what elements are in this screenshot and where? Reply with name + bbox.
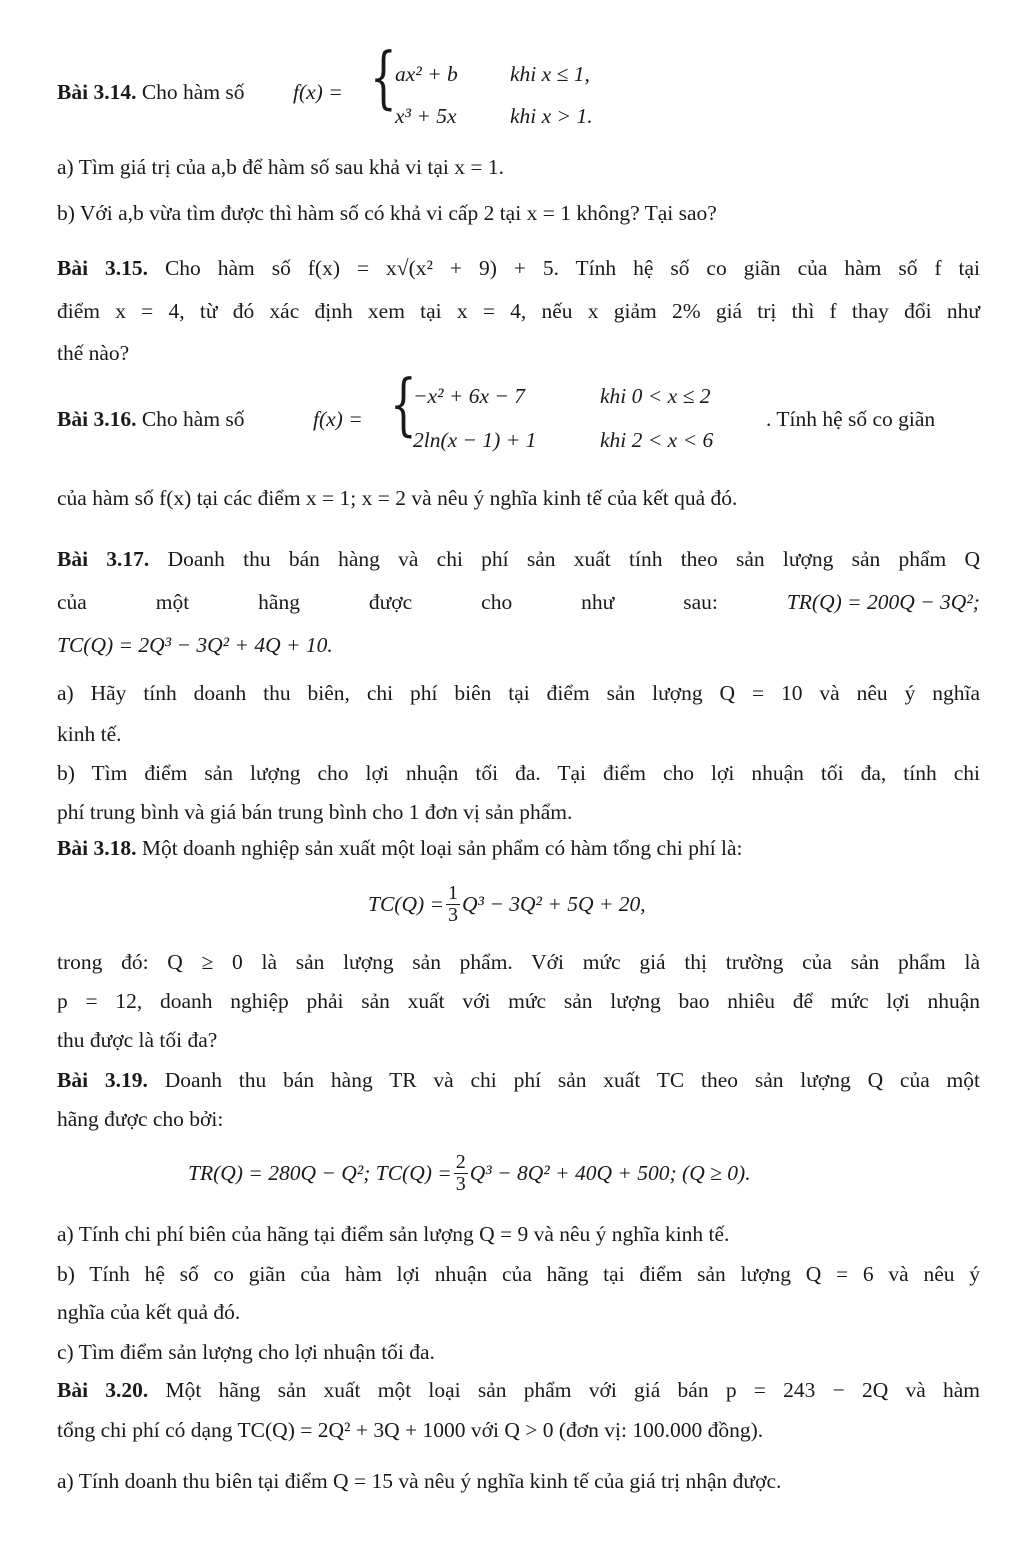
b317-w2: hãng [258, 590, 300, 614]
b319-b1: b) Tính hệ số co giãn của hàm lợi nhuận của hãng tại điểm sản lượng Q = 6 và nêu ý [57, 1262, 980, 1286]
b318-label: Bài 3.18. [57, 836, 137, 860]
b314-case2-cond: khi x > 1. [510, 104, 593, 128]
b319-frac-den: 3 [455, 1172, 466, 1195]
b319-formula [188, 1142, 751, 1204]
b314-label: Bài 3.14. [57, 80, 137, 104]
b318-frac-num: 1 [448, 881, 459, 904]
b317-a2: kinh tế. [57, 722, 122, 746]
b317-w1: một [155, 590, 190, 614]
b318-formula [368, 874, 646, 934]
b318-formula-rest: Q³ − 3Q² + 5Q + 20, [462, 891, 646, 916]
b319-part-a: a) Tính chi phí biên của hãng tại điểm sản lượng Q = 9 và nêu ý nghĩa kinh tế. [57, 1222, 730, 1246]
b314-lhs: f(x) = [293, 80, 343, 104]
b316-intro-text: Cho hàm số [141, 407, 245, 431]
b318-fraction [446, 883, 460, 926]
b320-part-a: a) Tính doanh thu biên tại điểm Q = 15 và nêu ý nghĩa kinh tế của giá trị nhận được. [57, 1469, 782, 1493]
b320-label: Bài 3.20. [57, 1378, 149, 1402]
b317-tr-formula: TR(Q) = 200Q − 3Q²; [786, 590, 980, 614]
b317-line2 [57, 590, 980, 616]
b314-brace: { [370, 38, 397, 117]
b315-line1-text: Cho hàm số f(x) = x√(x² + 9) + 5. Tính hệ số co giãn của hàm số f tại [164, 256, 980, 280]
b317-w3: được [368, 590, 413, 614]
b314-part-a: a) Tìm giá trị của a,b để hàm số sau khả vi tại x = 1. [57, 155, 504, 179]
b316-case1-expr: −x² + 6x − 7 [413, 384, 526, 408]
b317-w6: sau: [683, 590, 718, 614]
b314-case1-cond: khi x ≤ 1, [510, 62, 590, 86]
b320-line2: tổng chi phí có dạng TC(Q) = 2Q² + 3Q + 1000 với Q > 0 (đơn vị: 100.000 đồng). [57, 1418, 764, 1442]
b317-line1-text: Doanh thu bán hàng và chi phí sản xuất tính theo sản lượng sản phẩm Q [167, 547, 980, 571]
b319-frac-num: 2 [455, 1150, 466, 1173]
b315-label: Bài 3.15. [57, 256, 149, 280]
b316-case2-expr: 2ln(x − 1) + 1 [413, 428, 537, 452]
b317-w4: cho [481, 590, 513, 614]
b317-b1: b) Tìm điểm sản lượng cho lợi nhuận tối đa. Tại điểm cho lợi nhuận tối đa, tính chi [57, 761, 980, 785]
b318-line5: thu được là tối đa? [57, 1028, 218, 1052]
b319-b2: nghĩa của kết quả đó. [57, 1300, 241, 1324]
b318-line1-text: Một doanh nghiệp sản xuất một loại sản phẩm có hàm tổng chi phí là: [141, 836, 743, 860]
b318-frac-den: 3 [448, 903, 459, 926]
b318-line1 [57, 836, 743, 862]
b316-lhs: f(x) = [313, 407, 363, 431]
b314-intro-text: Cho hàm số [141, 80, 245, 104]
b317-w5: như [581, 590, 615, 614]
b316-case1-cond: khi 0 < x ≤ 2 [600, 384, 711, 408]
b314-case2-expr: x³ + 5x [395, 104, 457, 128]
b317-line1 [57, 547, 980, 573]
b319-line1 [57, 1068, 980, 1094]
b316-intro [57, 407, 245, 433]
b315-line2: điểm x = 4, từ đó xác định xem tại x = 4, nếu x giảm 2% giá trị thì f thay đổi như [57, 299, 980, 323]
b318-line4: p = 12, doanh nghiệp phải sản xuất với mức sản lượng bao nhiêu để mức lợi nhuận [57, 989, 980, 1013]
b315-line3: thế nào? [57, 341, 130, 365]
b317-label: Bài 3.17. [57, 547, 150, 571]
b319-fraction [454, 1152, 468, 1195]
b319-label: Bài 3.19. [57, 1068, 148, 1092]
b317-tc-formula: TC(Q) = 2Q³ − 3Q² + 4Q + 10. [57, 633, 333, 657]
b319-line1-text: Doanh thu bán hàng TR và chi phí sản xuất TC theo sản lượng Q của một [164, 1068, 980, 1092]
b316-case2-cond: khi 2 < x < 6 [600, 428, 714, 452]
b316-line2: của hàm số f(x) tại các điểm x = 1; x = 2 và nêu ý nghĩa kinh tế của kết quả đó. [57, 486, 738, 510]
b320-line1-text: Một hãng sản xuất một loại sản phẩm với giá bán p = 243 − 2Q và hàm [165, 1378, 980, 1402]
b314-part-b: b) Với a,b vừa tìm được thì hàm số có khả vi cấp 2 tại x = 1 không? Tại sao? [57, 201, 717, 225]
b317-b2: phí trung bình và giá bán trung bình cho 1 đơn vị sản phẩm. [57, 800, 573, 824]
b317-w0: của [57, 590, 87, 614]
b317-a1: a) Hãy tính doanh thu biên, chi phí biên tại điểm sản lượng Q = 10 và nêu ý nghĩa [57, 681, 980, 705]
b319-formula-left: TR(Q) = 280Q − Q²; TC(Q) = [188, 1160, 452, 1185]
b316-tail: . Tính hệ số co giãn [766, 407, 936, 431]
b316-brace: { [390, 365, 417, 444]
b318-formula-lhs: TC(Q) = [368, 891, 445, 916]
b319-part-c: c) Tìm điểm sản lượng cho lợi nhuận tối đa. [57, 1340, 435, 1364]
b319-line2: hãng được cho bởi: [57, 1107, 224, 1131]
b318-line3: trong đó: Q ≥ 0 là sản lượng sản phẩm. Với mức giá thị trường của sản phẩm là [57, 950, 980, 974]
b316-label: Bài 3.16. [57, 407, 137, 431]
b319-formula-rest: Q³ − 8Q² + 40Q + 500; (Q ≥ 0). [469, 1160, 751, 1185]
b320-line1 [57, 1378, 980, 1404]
b315-line1 [57, 256, 980, 282]
b314-case1-expr: ax² + b [395, 62, 458, 86]
b314-intro [57, 80, 245, 106]
